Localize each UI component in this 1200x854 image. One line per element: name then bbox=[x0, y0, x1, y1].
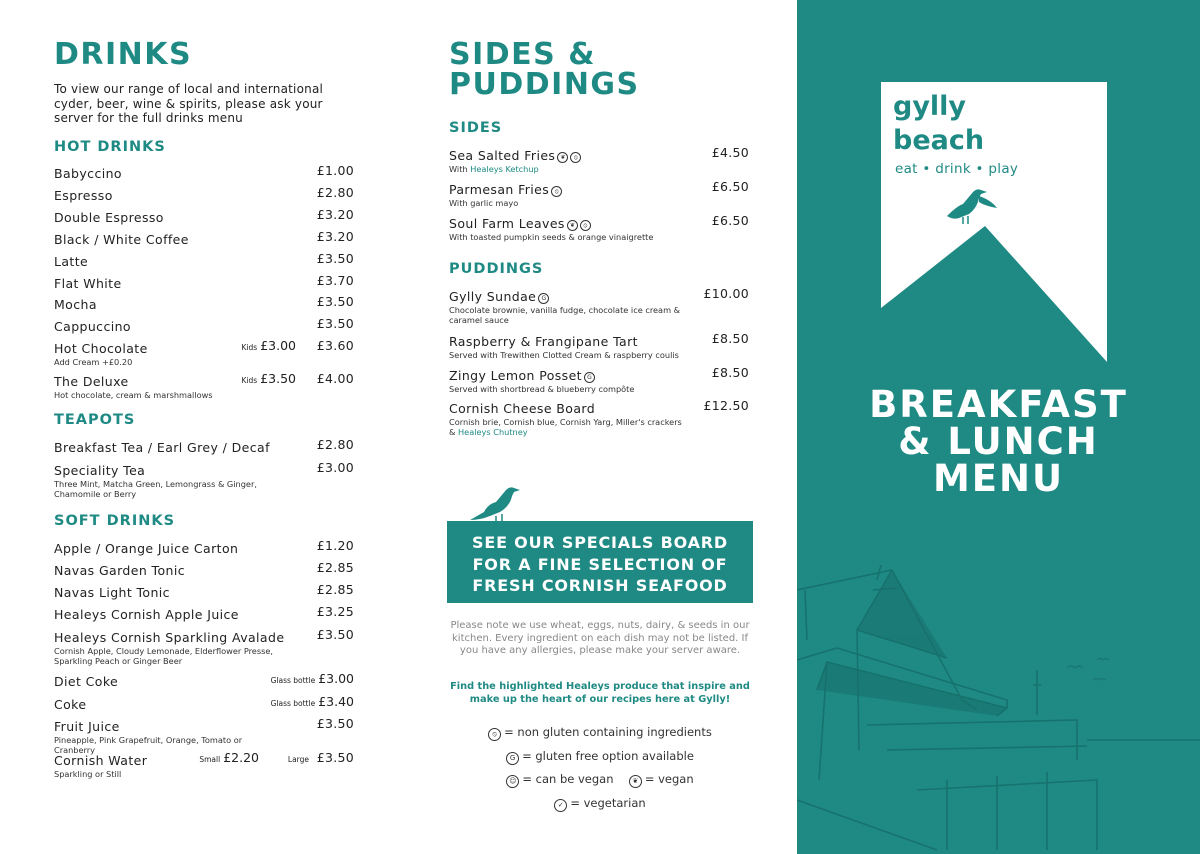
item-price: £3.25 bbox=[316, 604, 354, 619]
item-price: £8.50 bbox=[711, 331, 749, 346]
can-be-vegan-icon: ☺ bbox=[506, 775, 519, 788]
specials-line1: SEE OUR SPECIALS BOARD bbox=[472, 533, 728, 552]
sides-heading: SIDES bbox=[449, 120, 503, 136]
item-name: Black / White Coffee bbox=[54, 232, 189, 247]
item-description-text: Chocolate brownie, vanilla fudge, chocolate ice cream & caramel sauce bbox=[449, 305, 681, 325]
item-description-text: With bbox=[449, 164, 471, 174]
item-name: Cornish Water bbox=[54, 753, 148, 768]
item-name: Coke bbox=[54, 697, 87, 712]
cover-panel bbox=[797, 0, 1200, 854]
item-alt-price bbox=[271, 671, 354, 686]
non-gluten-icon: ⦸ bbox=[551, 186, 562, 197]
item-price: £3.20 bbox=[316, 229, 354, 244]
drinks-intro: To view our range of local and international cyder, beer, wine & spirits, please ask your server for the full drinks menu bbox=[54, 82, 324, 125]
item-alt-value: £3.40 bbox=[318, 694, 354, 709]
item-description: Hot chocolate, cream & marshmallows bbox=[54, 390, 213, 400]
item-description-text: Served with Trewithen Clotted Cream & raspberry coulis bbox=[449, 350, 679, 360]
vegetarian-icon: ✓ bbox=[554, 799, 567, 812]
gluten-free-option-icon: G bbox=[506, 752, 519, 765]
item-description-text: With toasted pumpkin seeds & orange vinaigrette bbox=[449, 232, 654, 242]
item-description: Add Cream +£0.20 bbox=[54, 357, 133, 367]
item-description: Pineapple, Pink Grapefruit, Orange, Tomato or Cranberry bbox=[54, 735, 243, 755]
item-price: £3.00 bbox=[316, 460, 354, 475]
item-description: Sparkling or Still bbox=[54, 769, 122, 779]
menu-item bbox=[54, 229, 354, 248]
item-large-label-text: Large bbox=[287, 755, 309, 764]
item-name: Healeys Cornish Apple Juice bbox=[54, 607, 239, 622]
item-name: Healeys Cornish Sparkling Avalade bbox=[54, 630, 285, 645]
item-name: Sea Salted Fries bbox=[449, 148, 556, 163]
item-price: £6.50 bbox=[711, 213, 749, 228]
item-price: £12.50 bbox=[703, 398, 749, 413]
gluten-free-option-icon: G bbox=[584, 372, 595, 383]
item-name: Speciality Tea bbox=[54, 463, 146, 478]
menu-item bbox=[54, 538, 354, 557]
item-description bbox=[449, 232, 684, 242]
item-alt-price bbox=[242, 371, 296, 386]
legend-gf-option: G = gluten free option available bbox=[447, 749, 753, 765]
item-alt-label: Kids bbox=[241, 376, 258, 385]
menu-title: BREAKFAST & LUNCH MENU bbox=[869, 383, 1128, 500]
vegan-icon: ❦ bbox=[557, 152, 568, 163]
healeys-note: Find the highlighted Healeys produce that inspire and make up the heart of our recipes here at Gylly! bbox=[450, 681, 750, 705]
menu-item bbox=[449, 286, 749, 325]
seagull-icon bbox=[943, 186, 999, 228]
menu-item bbox=[449, 365, 749, 394]
item-alt-value: £2.20 bbox=[223, 750, 259, 765]
menu-item bbox=[54, 273, 354, 292]
item-description bbox=[449, 384, 684, 394]
item-name: Hot Chocolate bbox=[54, 341, 148, 356]
item-alt-price bbox=[242, 338, 296, 353]
menu-item bbox=[54, 338, 354, 367]
item-name: Navas Light Tonic bbox=[54, 585, 170, 600]
item-name: Fruit Juice bbox=[54, 719, 120, 734]
item-name: Apple / Orange Juice Carton bbox=[54, 541, 239, 556]
item-price: £6.50 bbox=[711, 179, 749, 194]
item-price: £4.00 bbox=[316, 371, 354, 386]
menu-item bbox=[54, 163, 354, 182]
menu-item bbox=[54, 251, 354, 270]
menu-item bbox=[449, 179, 749, 208]
healeys-highlight: Healeys Chutney bbox=[458, 427, 528, 437]
item-price: £2.80 bbox=[316, 437, 354, 452]
item-alt-price bbox=[271, 694, 354, 709]
item-price: £1.20 bbox=[316, 538, 354, 553]
specials-line2: FOR A FINE SELECTION OF bbox=[472, 554, 728, 574]
item-name: Double Espresso bbox=[54, 210, 164, 225]
item-alt-value: £3.00 bbox=[318, 671, 354, 686]
item-name: Gylly Sundae bbox=[449, 289, 537, 304]
item-price: £3.50 bbox=[316, 750, 354, 765]
item-name: Zingy Lemon Posset bbox=[449, 368, 582, 383]
menu-item bbox=[54, 207, 354, 226]
item-description: Three Mint, Matcha Green, Lemongrass & Ginger, Chamomile or Berry bbox=[54, 479, 257, 499]
item-name: Latte bbox=[54, 254, 89, 269]
hot-drinks-heading: HOT DRINKS bbox=[54, 139, 166, 155]
item-name: Espresso bbox=[54, 188, 113, 203]
non-gluten-icon: ⦸ bbox=[488, 728, 501, 741]
item-price: £2.85 bbox=[316, 582, 354, 597]
gluten-free-option-icon: G bbox=[538, 293, 549, 304]
item-alt-value: £3.50 bbox=[260, 371, 296, 386]
item-name: Soul Farm Leaves bbox=[449, 216, 565, 231]
seagull-icon bbox=[466, 482, 526, 524]
item-alt-value: £3.00 bbox=[260, 338, 296, 353]
menu-item bbox=[54, 460, 354, 499]
item-price: £4.50 bbox=[711, 145, 749, 160]
menu-item bbox=[54, 604, 354, 623]
menu-item bbox=[54, 294, 354, 313]
menu-item bbox=[54, 582, 354, 601]
specials-board-box bbox=[447, 521, 753, 603]
item-alt-label: Glass bottle bbox=[270, 699, 316, 708]
item-alt-label: Kids bbox=[241, 343, 258, 352]
non-gluten-icon: ⦸ bbox=[580, 220, 591, 231]
soft-drinks-heading: SOFT DRINKS bbox=[54, 513, 176, 529]
legend-non-gluten: ⦸ = non gluten containing ingredients bbox=[447, 725, 753, 741]
menu-item bbox=[54, 750, 354, 779]
legend-vegetarian: ✓ = vegetarian bbox=[447, 796, 753, 812]
item-price: £3.50 bbox=[316, 251, 354, 266]
item-description bbox=[449, 198, 684, 208]
item-large-label bbox=[288, 750, 312, 765]
item-description-text: Served with shortbread & blueberry compôte bbox=[449, 384, 635, 394]
item-price: £3.70 bbox=[316, 273, 354, 288]
item-price: £2.85 bbox=[316, 560, 354, 575]
legend-vegan: ☺ = can be vegan ❦ = vegan bbox=[447, 772, 753, 788]
drinks-title: DRINKS bbox=[54, 37, 193, 72]
item-name: Parmesan Fries bbox=[449, 182, 550, 197]
item-alt-label: Glass bottle bbox=[270, 676, 316, 685]
menu-item bbox=[54, 316, 354, 335]
non-gluten-icon: ⦸ bbox=[570, 152, 581, 163]
menu-item bbox=[54, 185, 354, 204]
item-name: Raspberry & Frangipane Tart bbox=[449, 334, 638, 349]
item-name: Breakfast Tea / Earl Grey / Decaf bbox=[54, 440, 270, 455]
item-price: £3.60 bbox=[316, 338, 354, 353]
menu-item bbox=[54, 437, 354, 456]
item-description: Cornish Apple, Cloudy Lemonade, Elderflower Presse, Sparkling Peach or Ginger Beer bbox=[54, 646, 274, 666]
sides-title-line1: SIDES & bbox=[449, 37, 596, 72]
item-price: £3.20 bbox=[316, 207, 354, 222]
logo-text: gylly beach bbox=[893, 91, 985, 156]
item-price: £3.50 bbox=[316, 627, 354, 642]
sides-list bbox=[449, 0, 749, 480]
item-description-text: Cornish brie, Cornish blue, Cornish Yarg, Miller's crackers & bbox=[449, 417, 682, 437]
menu-item bbox=[449, 213, 749, 242]
specials-line3: FRESH CORNISH SEAFOOD bbox=[472, 576, 728, 595]
item-description bbox=[449, 305, 684, 325]
sides-title-line2: PUDDINGS bbox=[449, 67, 640, 102]
item-name: Mocha bbox=[54, 297, 97, 312]
logo-tagline: eat • drink • play bbox=[895, 161, 1019, 177]
item-name: Babyccino bbox=[54, 166, 122, 181]
item-description bbox=[449, 417, 684, 437]
menu-item bbox=[449, 145, 749, 174]
item-price: £3.50 bbox=[316, 316, 354, 331]
item-name: The Deluxe bbox=[54, 374, 129, 389]
item-name: Cornish Cheese Board bbox=[449, 401, 596, 416]
menu-item bbox=[54, 694, 354, 713]
menu-item bbox=[54, 371, 354, 400]
menu-item bbox=[54, 671, 354, 690]
puddings-heading: PUDDINGS bbox=[449, 261, 544, 277]
item-name: Diet Coke bbox=[54, 674, 119, 689]
menu-item bbox=[54, 560, 354, 579]
item-price: £1.00 bbox=[316, 163, 354, 178]
item-price: £10.00 bbox=[703, 286, 749, 301]
item-price: £2.80 bbox=[316, 185, 354, 200]
item-name: Cappuccino bbox=[54, 319, 131, 334]
item-description bbox=[449, 350, 684, 360]
menu-item bbox=[449, 331, 749, 360]
beach-hut-illustration bbox=[797, 550, 1200, 854]
item-price: £3.50 bbox=[316, 716, 354, 731]
item-price: £8.50 bbox=[711, 365, 749, 380]
item-alt-label: Small bbox=[199, 755, 221, 764]
menu-item bbox=[54, 627, 354, 666]
healeys-highlight: Healeys Ketchup bbox=[470, 164, 539, 174]
vegan-icon: ❦ bbox=[629, 775, 642, 788]
item-price: £3.50 bbox=[316, 294, 354, 309]
allergy-note: Please note we use wheat, eggs, nuts, dairy, & seeds in our kitchen. Every ingredient on each dish may not be listed. If you have any allergies, please make your server aware. bbox=[450, 620, 750, 656]
drinks-list bbox=[54, 0, 354, 854]
item-description bbox=[449, 164, 684, 174]
item-alt-price bbox=[199, 750, 259, 765]
vegan-icon: ❦ bbox=[567, 220, 578, 231]
item-name: Navas Garden Tonic bbox=[54, 563, 185, 578]
item-description-text: With garlic mayo bbox=[449, 198, 519, 208]
teapots-heading: TEAPOTS bbox=[54, 412, 136, 428]
menu-item bbox=[449, 398, 749, 437]
item-name: Flat White bbox=[54, 276, 122, 291]
